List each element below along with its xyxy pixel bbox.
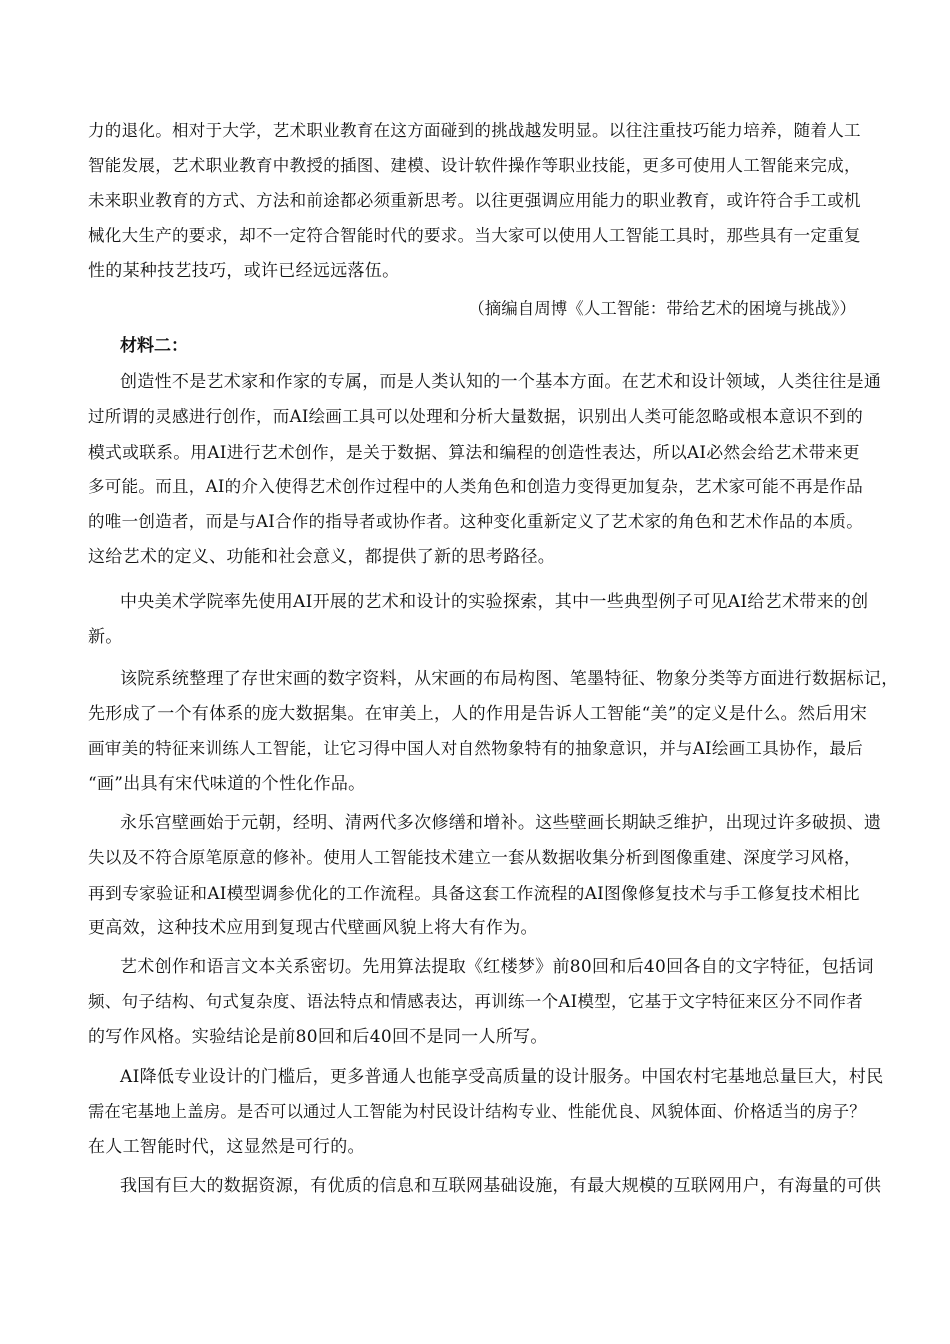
paragraph-line: 再到专家验证和AI模型调参优化的工作流程。具备这套工作流程的AI图像修复技术与手工修复技术相比 <box>88 883 860 903</box>
paragraph-line: “画”出具有宋代味道的个性化作品。 <box>88 774 366 794</box>
paragraph-line: 永乐宫壁画始于元朝，经明、清两代多次修缮和增补。这些壁画长期缺乏维护，出现过许多破损、遗 <box>120 813 882 833</box>
paragraph-line: 过所谓的灵感进行创作，而AI绘画工具可以处理和分析大量数据，识别出人类可能忽略或根本意识不到的 <box>88 407 864 426</box>
paragraph-line: 创造性不是艺术家和作家的专属，而是人类认知的一个基本方面。在艺术和设计领域，人类往往是通 <box>120 372 882 392</box>
paragraph-line: 的写作风格。实验结论是前80回和后40回不是同一人所写。 <box>88 1027 548 1047</box>
paragraph-line: 频、句子结构、句式复杂度、语法特点和情感表达，再训练一个AI模型，它基于文字特征来区分不同作者 <box>88 992 864 1011</box>
paragraph-line: 在人工智能时代，这显然是可行的。 <box>88 1137 365 1157</box>
paragraph-line: 械化大生产的要求，却不一定符合智能时代的要求。当大家可以使用人工智能工具时，那些具有一定重复 <box>88 226 861 245</box>
paragraph-line: 我国有巨大的数据资源，有优质的信息和互联网基础设施，有最大规模的互联网用户，有海量的可供 <box>120 1176 882 1196</box>
paragraph-line: 新。 <box>88 627 123 647</box>
paragraph-line: 未来职业教育的方式、方法和前途都必须重新思考。以往更强调应用能力的职业教育，或许符合手工或机 <box>88 191 861 210</box>
paragraph-line: 力的退化。相对于大学，艺术职业教育在这方面碰到的挑战越发明显。以往注重技巧能力培养，随着人工 <box>88 121 861 140</box>
paragraph-line: 更高效，这种技术应用到复现古代壁画风貌上将大有作为。 <box>88 918 538 938</box>
section-heading: 材料二： <box>120 336 188 356</box>
source-citation: （摘编自周博《人工智能：带给艺术的困境与挑战》） <box>468 299 856 318</box>
paragraph-line: 失以及不符合原笔原意的修补。使用人工智能技术建立一套从数据收集分析到图像重建、深度学习风格， <box>88 848 861 867</box>
paragraph-line: 先形成了一个有体系的庞大数据集。在审美上，人的作用是告诉人工智能“美”的定义是什么。然后用宋 <box>88 704 868 724</box>
paragraph-line: 智能发展，艺术职业教育中教授的插图、建模、设计软件操作等职业技能，更多可使用人工智能来完成， <box>88 156 861 175</box>
paragraph-line: 多可能。而且，AI的介入使得艺术创作过程中的人类角色和创造力变得更加复杂，艺术家可能不再是作品 <box>88 477 864 496</box>
paragraph-line: 这给艺术的定义、功能和社会意义，都提供了新的思考路径。 <box>88 547 556 567</box>
paragraph-line: 性的某种技艺技巧，或许已经远远落伍。 <box>88 261 400 281</box>
paragraph-line: AI降低专业设计的门槛后，更多普通人也能享受高质量的设计服务。中国农村宅基地总量巨大，村民 <box>120 1067 884 1087</box>
paragraph-line: 该院系统整理了存世宋画的数字资料，从宋画的布局构图、笔墨特征、物象分类等方面进行数据标记， <box>120 669 899 689</box>
paragraph-line: 画审美的特征来训练人工智能，让它习得中国人对自然物象特有的抽象意识，并与AI绘画工具协作，最后 <box>88 739 864 758</box>
paragraph-line: 需在宅基地上盖房。是否可以通过人工智能为村民设计结构专业、性能优良、风貌体面、价格适当的房子？ <box>88 1102 866 1121</box>
paragraph-line: 艺术创作和语言文本关系密切。先用算法提取《红楼梦》前80回和后40回各自的文字特征，包括词 <box>120 957 874 977</box>
paragraph-line: 的唯一创造者，而是与AI合作的指导者或协作者。这种变化重新定义了艺术家的角色和艺术作品的本质。 <box>88 512 864 531</box>
paragraph-line: 模式或联系。用AI进行艺术创作，是关于数据、算法和编程的创造性表达，所以AI必然会给艺术带来更 <box>88 442 860 462</box>
paragraph-line: 中央美术学院率先使用AI开展的艺术和设计的实验探索，其中一些典型例子可见AI给艺术带来的创 <box>120 592 869 612</box>
